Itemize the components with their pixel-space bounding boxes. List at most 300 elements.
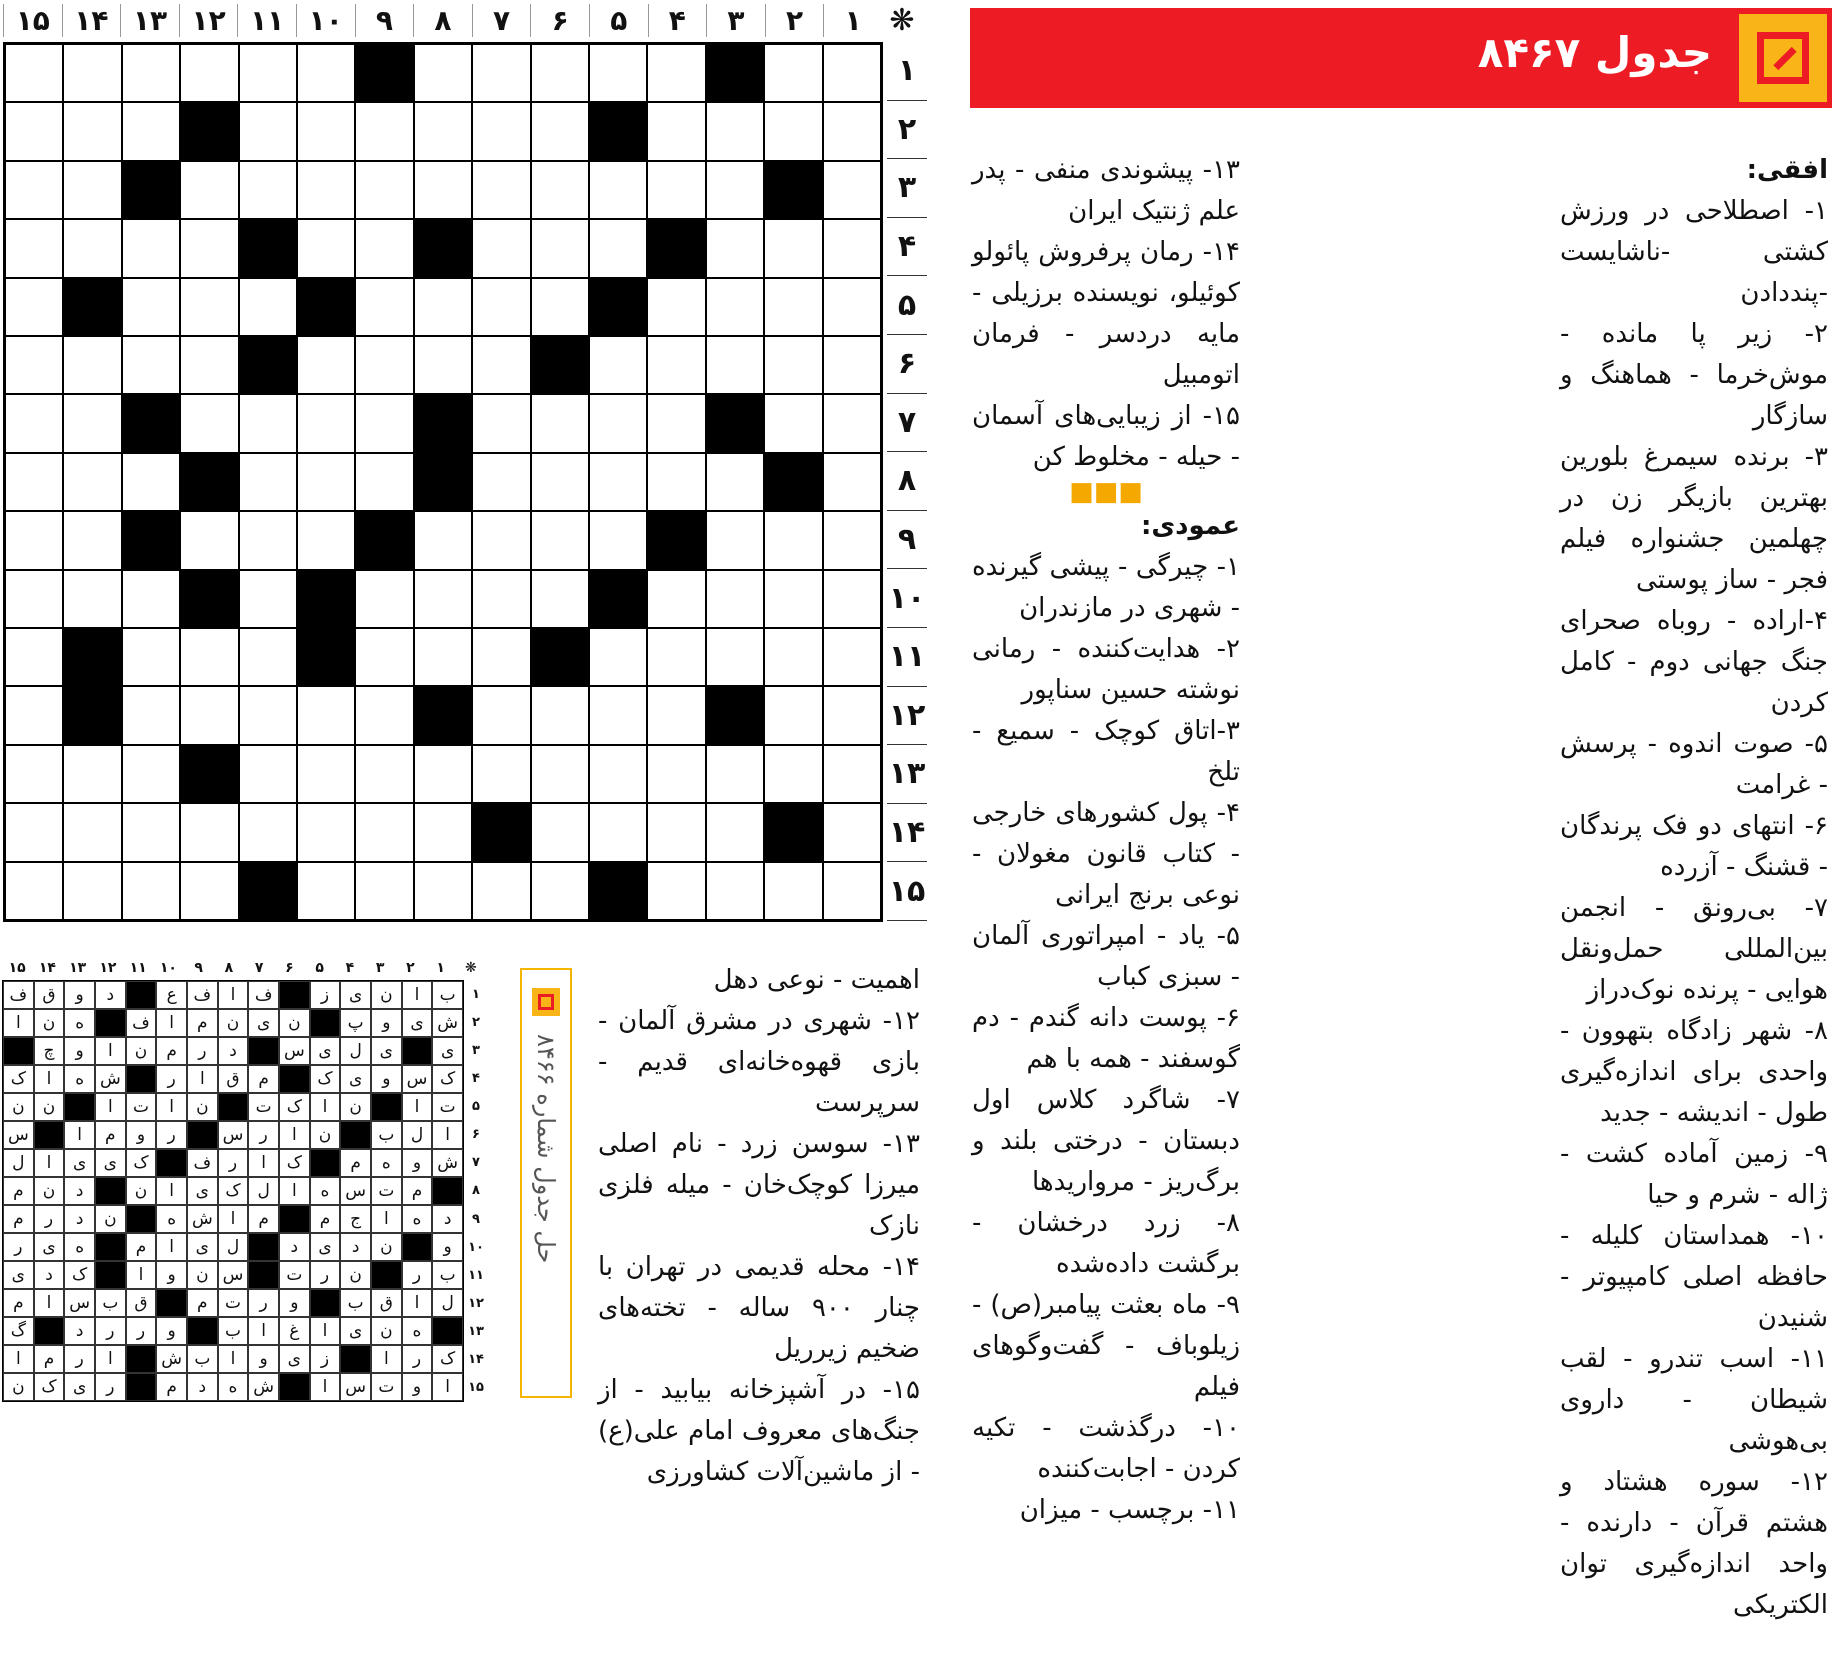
column-number: ۳ xyxy=(706,4,765,37)
black-cell xyxy=(414,219,472,277)
grid-cell[interactable] xyxy=(647,686,705,744)
grid-cell[interactable] xyxy=(122,336,180,394)
grid-cell[interactable] xyxy=(239,570,297,628)
row-number: ۱ xyxy=(887,42,927,101)
clue: ۶- انتهای دو فک پرندگان - قشنگ - آزرده xyxy=(1560,811,1828,882)
solution-cell: ن xyxy=(371,981,402,1009)
grid-cell[interactable] xyxy=(531,394,589,452)
grid-cell[interactable] xyxy=(180,862,238,920)
grid-cell[interactable] xyxy=(122,686,180,744)
grid-cell[interactable] xyxy=(5,570,63,628)
grid-cell[interactable] xyxy=(239,278,297,336)
grid-cell[interactable] xyxy=(5,219,63,277)
solution-cell: ا xyxy=(126,1261,157,1289)
grid-cell[interactable] xyxy=(5,803,63,861)
black-cell xyxy=(180,453,238,511)
solution-black-cell xyxy=(34,1317,65,1345)
grid-cell[interactable] xyxy=(180,628,238,686)
grid-cell[interactable] xyxy=(297,511,355,569)
grid-cell[interactable] xyxy=(297,686,355,744)
grid-cell[interactable] xyxy=(414,102,472,160)
grid-cell[interactable] xyxy=(764,570,822,628)
grid-cell[interactable] xyxy=(472,161,530,219)
star-icon: ❋ xyxy=(889,2,915,38)
row-number: ۱۰ xyxy=(887,569,927,628)
solution-black-cell xyxy=(371,1261,402,1289)
grid-cell[interactable] xyxy=(764,745,822,803)
grid-cell[interactable] xyxy=(531,219,589,277)
grid-cell[interactable] xyxy=(764,511,822,569)
column-number: ۱۱ xyxy=(237,4,296,37)
grid-cell[interactable] xyxy=(589,511,647,569)
solution-cell: ا xyxy=(248,1317,279,1345)
grid-cell[interactable] xyxy=(589,803,647,861)
grid-cell[interactable] xyxy=(297,102,355,160)
grid-cell[interactable] xyxy=(63,161,121,219)
solution-cell: ج xyxy=(340,1205,371,1233)
grid-cell[interactable] xyxy=(823,453,881,511)
solution-black-cell xyxy=(156,1149,187,1177)
grid-cell[interactable] xyxy=(531,803,589,861)
grid-cell[interactable] xyxy=(5,161,63,219)
grid-cell[interactable] xyxy=(297,745,355,803)
grid-cell[interactable] xyxy=(5,394,63,452)
grid-cell[interactable] xyxy=(122,803,180,861)
grid-cell[interactable] xyxy=(355,219,413,277)
column-number: ۷ xyxy=(472,4,531,37)
grid-cell[interactable] xyxy=(472,278,530,336)
solution-cell: ر xyxy=(156,1121,187,1149)
grid-cell[interactable] xyxy=(63,102,121,160)
solution-column-number: ❋ xyxy=(465,960,477,976)
column-number: ۴ xyxy=(648,4,707,37)
grid-cell[interactable] xyxy=(531,511,589,569)
solution-black-cell xyxy=(126,1345,157,1373)
grid-cell[interactable] xyxy=(297,394,355,452)
grid-cell[interactable] xyxy=(297,862,355,920)
grid-cell[interactable] xyxy=(472,102,530,160)
solution-cell: ر xyxy=(248,1121,279,1149)
grid-cell[interactable] xyxy=(180,394,238,452)
grid-cell[interactable] xyxy=(764,278,822,336)
row-number: ۶ xyxy=(887,335,927,394)
grid-cell[interactable] xyxy=(823,745,881,803)
grid-cell[interactable] xyxy=(706,511,764,569)
across-clues-continued xyxy=(972,150,1240,1531)
grid-cell[interactable] xyxy=(414,511,472,569)
grid-cell[interactable] xyxy=(764,44,822,102)
grid-cell[interactable] xyxy=(706,219,764,277)
grid-cell[interactable] xyxy=(5,628,63,686)
grid-cell[interactable] xyxy=(355,628,413,686)
grid-cell[interactable] xyxy=(472,745,530,803)
solution-cell: ر xyxy=(310,1261,341,1289)
solution-cell: ا xyxy=(156,1233,187,1261)
grid-cell[interactable] xyxy=(355,453,413,511)
grid-cell[interactable] xyxy=(589,44,647,102)
solution-column-number: ۱۰ xyxy=(159,960,177,976)
grid-cell[interactable] xyxy=(239,394,297,452)
solution-cell: م xyxy=(402,1177,433,1205)
grid-cell[interactable] xyxy=(355,803,413,861)
solution-cell: ن xyxy=(34,1177,65,1205)
grid-cell[interactable] xyxy=(706,803,764,861)
grid-cell[interactable] xyxy=(122,102,180,160)
solution-black-cell xyxy=(432,1317,463,1345)
grid-cell[interactable] xyxy=(706,161,764,219)
solution-cell: د xyxy=(64,1317,95,1345)
grid-cell[interactable] xyxy=(355,278,413,336)
grid-cell[interactable] xyxy=(764,394,822,452)
grid-cell[interactable] xyxy=(239,161,297,219)
clue: ۱۱- برچسب - میزان xyxy=(1019,1495,1240,1525)
grid-cell[interactable] xyxy=(5,862,63,920)
grid-cell[interactable] xyxy=(180,278,238,336)
solution-cell: ا xyxy=(310,1093,341,1121)
grid-cell[interactable] xyxy=(122,278,180,336)
grid-cell[interactable] xyxy=(706,453,764,511)
grid-cell[interactable] xyxy=(63,219,121,277)
grid-cell[interactable] xyxy=(414,803,472,861)
grid-cell[interactable] xyxy=(239,511,297,569)
grid-cell[interactable] xyxy=(414,628,472,686)
solution-black-cell xyxy=(279,1065,310,1093)
grid-cell[interactable] xyxy=(63,862,121,920)
black-cell xyxy=(297,278,355,336)
solution-cell: ی xyxy=(340,1317,371,1345)
grid-cell[interactable] xyxy=(647,745,705,803)
grid-cell[interactable] xyxy=(531,278,589,336)
grid-cell[interactable] xyxy=(706,628,764,686)
grid-cell[interactable] xyxy=(823,862,881,920)
grid-cell[interactable] xyxy=(823,336,881,394)
solution-cell: ی xyxy=(34,1233,65,1261)
grid-cell[interactable] xyxy=(239,453,297,511)
grid-cell[interactable] xyxy=(239,102,297,160)
solution-cell: ه xyxy=(310,1177,341,1205)
solution-title-panel xyxy=(520,968,572,1398)
row-number: ۱۲ xyxy=(887,687,927,746)
solution-title: حل جدول شماره ۸۴۶۶ xyxy=(532,1034,560,1264)
grid-cell[interactable] xyxy=(63,44,121,102)
grid-cell[interactable] xyxy=(414,44,472,102)
solution-cell: م xyxy=(3,1289,34,1317)
brand-logo-icon xyxy=(532,988,560,1016)
clue: ۸- شهر زادگاه بتهوون - واحدی برای اندازه‌گیری طول - اندیشه - جدید xyxy=(1560,1016,1828,1128)
row-number: ۱۳ xyxy=(887,745,927,804)
puzzle-title: جدول ۸۴۶۷ xyxy=(1477,28,1712,77)
solution-cell: ش xyxy=(248,1373,279,1401)
grid-cell[interactable] xyxy=(472,394,530,452)
solution-cell: ک xyxy=(3,1065,34,1093)
grid-cell[interactable] xyxy=(414,862,472,920)
grid-cell[interactable] xyxy=(647,803,705,861)
grid-cell[interactable] xyxy=(239,745,297,803)
across-clues xyxy=(1560,150,1828,1626)
clue: ۱۲- شهری در مشرق آلمان - بازی قهوه‌خانه‌ای قدیم - سرپرست xyxy=(598,1006,920,1118)
solution-black-cell xyxy=(218,1093,249,1121)
grid-cell[interactable] xyxy=(5,44,63,102)
grid-cell[interactable] xyxy=(297,336,355,394)
solution-cell: ا xyxy=(402,981,433,1009)
grid-cell[interactable] xyxy=(297,161,355,219)
solution-cell: ا xyxy=(432,1373,463,1401)
grid-cell[interactable] xyxy=(180,44,238,102)
grid-cell[interactable] xyxy=(531,686,589,744)
grid-cell[interactable] xyxy=(5,336,63,394)
grid-cell[interactable] xyxy=(531,44,589,102)
grid-cell[interactable] xyxy=(414,161,472,219)
solution-black-cell xyxy=(279,981,310,1009)
solution-cell: ا xyxy=(95,1037,126,1065)
solution-cell: ن xyxy=(3,1093,34,1121)
grid-cell[interactable] xyxy=(764,628,822,686)
grid-cell[interactable] xyxy=(414,745,472,803)
solution-cell: ن xyxy=(279,1009,310,1037)
grid-cell[interactable] xyxy=(63,511,121,569)
grid-cell[interactable] xyxy=(355,336,413,394)
solution-cell: ی xyxy=(340,981,371,1009)
column-number: ۸ xyxy=(413,4,472,37)
solution-column-number: ۹ xyxy=(194,960,203,976)
grid-cell[interactable] xyxy=(823,570,881,628)
grid-cell[interactable] xyxy=(5,686,63,744)
grid-cell[interactable] xyxy=(823,511,881,569)
solution-cell: ا xyxy=(218,1205,249,1233)
grid-cell[interactable] xyxy=(5,511,63,569)
grid-cell[interactable] xyxy=(472,570,530,628)
grid-cell[interactable] xyxy=(706,862,764,920)
black-cell xyxy=(414,686,472,744)
row-number: ۱۴ xyxy=(887,804,927,863)
grid-cell[interactable] xyxy=(472,686,530,744)
grid-cell[interactable] xyxy=(647,336,705,394)
grid-cell[interactable] xyxy=(414,570,472,628)
grid-cell[interactable] xyxy=(63,570,121,628)
solution-cell: ر xyxy=(126,1317,157,1345)
grid-cell[interactable] xyxy=(764,686,822,744)
black-cell xyxy=(122,161,180,219)
solution-cell: ک xyxy=(432,1065,463,1093)
grid-cell[interactable] xyxy=(589,336,647,394)
grid-cell[interactable] xyxy=(647,278,705,336)
grid-cell[interactable] xyxy=(239,686,297,744)
grid-cell[interactable] xyxy=(472,862,530,920)
grid-cell[interactable] xyxy=(5,102,63,160)
solution-black-cell xyxy=(34,1121,65,1149)
grid-cell[interactable] xyxy=(63,394,121,452)
grid-cell[interactable] xyxy=(122,745,180,803)
solution-cell: ن xyxy=(3,1373,34,1401)
solution-cell: ک xyxy=(34,1373,65,1401)
clue: ۱- چیرگی - پیشی گیرنده - شهری در مازندران xyxy=(972,552,1240,623)
grid-cell[interactable] xyxy=(297,803,355,861)
solution-cell: س xyxy=(218,1121,249,1149)
clue: ۱۳- سوسن زرد - نام اصلی میرزا کوچک‌خان - میله فلزی نازک xyxy=(598,1129,920,1241)
grid-cell[interactable] xyxy=(122,453,180,511)
grid-cell[interactable] xyxy=(706,336,764,394)
grid-cell[interactable] xyxy=(239,44,297,102)
solution-cell: ل xyxy=(432,1289,463,1317)
grid-cell[interactable] xyxy=(531,745,589,803)
grid-cell[interactable] xyxy=(531,570,589,628)
solution-cell: ت xyxy=(126,1093,157,1121)
grid-cell[interactable] xyxy=(122,219,180,277)
grid-cell[interactable] xyxy=(5,278,63,336)
grid-cell[interactable] xyxy=(180,511,238,569)
solution-cell: و xyxy=(156,1261,187,1289)
solution-cell: م xyxy=(340,1149,371,1177)
grid-cell[interactable] xyxy=(823,803,881,861)
grid-cell[interactable] xyxy=(589,628,647,686)
solution-black-cell xyxy=(126,1065,157,1093)
grid-cell[interactable] xyxy=(823,102,881,160)
clue: ۱۴- رمان پرفروش پائولو کوئیلو، نویسنده برزیلی - مایه دردسر - فرمان اتومبیل xyxy=(972,237,1240,390)
grid-cell[interactable] xyxy=(823,161,881,219)
solution-cell: ن xyxy=(187,1261,218,1289)
grid-cell[interactable] xyxy=(589,161,647,219)
black-cell xyxy=(355,511,413,569)
grid-cell[interactable] xyxy=(531,862,589,920)
black-cell xyxy=(764,453,822,511)
solution-cell: د xyxy=(34,1261,65,1289)
grid-cell[interactable] xyxy=(414,278,472,336)
grid-cell[interactable] xyxy=(180,161,238,219)
solution-row-number: ۱۴ xyxy=(468,1352,484,1368)
grid-cell[interactable] xyxy=(355,862,413,920)
grid-cell[interactable] xyxy=(823,394,881,452)
grid-cell[interactable] xyxy=(180,219,238,277)
grid-cell[interactable] xyxy=(647,570,705,628)
solution-cell: ش xyxy=(432,1009,463,1037)
grid-cell[interactable] xyxy=(764,336,822,394)
grid-cell[interactable] xyxy=(355,686,413,744)
clue: ۷- بی‌رونق - انجمن بین‌المللی حمل‌ونقل هوایی - پرنده نوک‌دراز xyxy=(1560,893,1828,1005)
grid-cell[interactable] xyxy=(63,803,121,861)
grid-cell[interactable] xyxy=(764,102,822,160)
grid-cell[interactable] xyxy=(297,44,355,102)
solution-cell: د xyxy=(187,1373,218,1401)
solution-cell: ی xyxy=(64,1149,95,1177)
grid-cell[interactable] xyxy=(647,102,705,160)
solution-black-cell xyxy=(248,1037,279,1065)
grid-cell[interactable] xyxy=(647,44,705,102)
grid-cell[interactable] xyxy=(297,219,355,277)
grid-cell[interactable] xyxy=(63,453,121,511)
grid-cell[interactable] xyxy=(706,102,764,160)
solution-cell: ا xyxy=(34,1289,65,1317)
grid-cell[interactable] xyxy=(589,745,647,803)
solution-cell: ی xyxy=(402,1009,433,1037)
solution-cell: ب xyxy=(95,1289,126,1317)
grid-cell[interactable] xyxy=(706,745,764,803)
grid-cell[interactable] xyxy=(122,628,180,686)
solution-cell: ا xyxy=(187,1065,218,1093)
grid-cell[interactable] xyxy=(472,453,530,511)
grid-cell[interactable] xyxy=(531,453,589,511)
clue: ۲- زیر پا مانده - موش‌خرما - هماهنگ و سازگار xyxy=(1560,319,1828,431)
black-cell xyxy=(589,862,647,920)
grid-cell[interactable] xyxy=(647,628,705,686)
clue: ۳- برنده سیمرغ بلورین بهترین بازیگر زن در چهلمین جشنواره فیلم فجر - ساز پوستی xyxy=(1560,442,1828,595)
solution-cell: ل xyxy=(218,1233,249,1261)
grid-cell[interactable] xyxy=(297,453,355,511)
grid-cell[interactable] xyxy=(823,219,881,277)
black-cell xyxy=(647,511,705,569)
solution-cell: و xyxy=(432,1233,463,1261)
solution-cell: م xyxy=(248,1205,279,1233)
grid-cell[interactable] xyxy=(5,453,63,511)
solution-cell: ر xyxy=(64,1345,95,1373)
grid-cell[interactable] xyxy=(589,453,647,511)
solution-grid xyxy=(2,980,464,1402)
grid-cell[interactable] xyxy=(180,686,238,744)
solution-cell: ک xyxy=(218,1177,249,1205)
grid-cell[interactable] xyxy=(823,686,881,744)
solution-cell: م xyxy=(95,1121,126,1149)
grid-cell[interactable] xyxy=(647,161,705,219)
grid-cell[interactable] xyxy=(472,336,530,394)
solution-cell: ی xyxy=(279,1345,310,1373)
grid-cell[interactable] xyxy=(122,862,180,920)
grid-cell[interactable] xyxy=(414,336,472,394)
solution-cell: ق xyxy=(126,1289,157,1317)
grid-cell[interactable] xyxy=(647,862,705,920)
grid-cell[interactable] xyxy=(647,394,705,452)
grid-cell[interactable] xyxy=(823,44,881,102)
grid-cell[interactable] xyxy=(355,745,413,803)
grid-cell[interactable] xyxy=(180,336,238,394)
grid-cell[interactable] xyxy=(355,394,413,452)
grid-cell[interactable] xyxy=(355,570,413,628)
solution-cell: ف xyxy=(3,981,34,1009)
grid-cell[interactable] xyxy=(531,102,589,160)
grid-cell[interactable] xyxy=(239,803,297,861)
grid-cell[interactable] xyxy=(122,570,180,628)
grid-cell[interactable] xyxy=(472,628,530,686)
grid-cell[interactable] xyxy=(531,161,589,219)
grid-cell[interactable] xyxy=(472,219,530,277)
grid-cell[interactable] xyxy=(823,278,881,336)
grid-cell[interactable] xyxy=(589,219,647,277)
grid-cell[interactable] xyxy=(472,44,530,102)
solution-cell: ف xyxy=(187,1149,218,1177)
solution-cell: غ xyxy=(279,1317,310,1345)
solution-cell: ی xyxy=(187,1177,218,1205)
grid-cell[interactable] xyxy=(706,278,764,336)
grid-cell[interactable] xyxy=(823,628,881,686)
grid-cell[interactable] xyxy=(239,628,297,686)
grid-cell[interactable] xyxy=(589,686,647,744)
grid-cell[interactable] xyxy=(706,570,764,628)
grid-cell[interactable] xyxy=(180,803,238,861)
across-heading: افقی: xyxy=(1746,155,1828,185)
grid-cell[interactable] xyxy=(63,745,121,803)
clue: ۹- ماه بعثت پیامبر(ص) - زیلوباف - گفت‌وگوهای فیلم xyxy=(972,1290,1240,1402)
solution-cell: ه xyxy=(402,1317,433,1345)
grid-cell[interactable] xyxy=(764,862,822,920)
grid-cell[interactable] xyxy=(355,161,413,219)
solution-cell: ا xyxy=(95,1093,126,1121)
grid-cell[interactable] xyxy=(63,336,121,394)
grid-cell[interactable] xyxy=(764,219,822,277)
grid-cell[interactable] xyxy=(355,102,413,160)
grid-cell[interactable] xyxy=(122,44,180,102)
grid-cell[interactable] xyxy=(472,511,530,569)
grid-cell[interactable] xyxy=(5,745,63,803)
grid-cell[interactable] xyxy=(647,453,705,511)
grid-cell[interactable] xyxy=(589,394,647,452)
